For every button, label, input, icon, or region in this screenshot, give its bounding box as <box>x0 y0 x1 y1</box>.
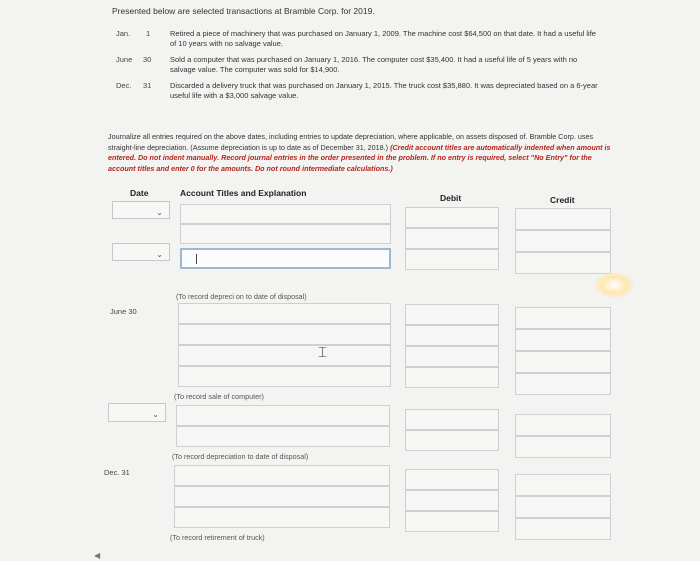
entry-note: (To record depreciation to date of disposal) <box>172 452 309 461</box>
transaction-month: Jan. <box>116 29 131 38</box>
debit-amount-input[interactable] <box>405 249 499 270</box>
text-caret <box>196 254 197 264</box>
credit-amount-input[interactable] <box>515 351 611 373</box>
account-title-input[interactable] <box>176 426 390 447</box>
scroll-arrow-icon[interactable]: ◀ <box>94 551 101 560</box>
debit-amount-input[interactable] <box>405 207 499 228</box>
transaction-day: 30 <box>143 55 152 64</box>
account-title-input[interactable] <box>180 224 391 244</box>
account-title-input-active[interactable] <box>180 248 391 269</box>
debit-amount-input[interactable] <box>405 228 499 249</box>
account-title-input[interactable] <box>174 507 390 528</box>
credit-amount-input[interactable] <box>515 474 611 496</box>
debit-amount-input[interactable] <box>405 490 499 511</box>
problem-heading: Presented below are selected transactions at Bramble Corp. for 2019. <box>112 6 375 16</box>
credit-amount-input[interactable] <box>515 208 611 230</box>
account-title-input[interactable] <box>174 486 390 507</box>
entry-note: (To record sale of computer) <box>174 392 264 401</box>
transaction-month: June <box>116 55 133 64</box>
account-title-input[interactable] <box>174 465 390 486</box>
date-select[interactable] <box>112 201 170 219</box>
transaction-day: 31 <box>143 81 152 90</box>
instructions-text: Journalize all entries required on the above dates, including entries to update depreciation, where applicable, on assets disposed of. Bramble Corp. uses straight-line depreciation. (Assume depreciation is up to date as of December 31, 2018.) <box>108 132 594 152</box>
account-title-input[interactable] <box>178 303 391 324</box>
debit-amount-input[interactable] <box>405 430 499 451</box>
instructions <box>108 132 618 174</box>
account-title-input[interactable] <box>178 345 391 366</box>
entry-note: (To record retirement of truck) <box>170 533 265 542</box>
account-column-header: Account Titles and Explanation <box>180 188 307 198</box>
debit-amount-input[interactable] <box>405 511 499 532</box>
debit-amount-input[interactable] <box>405 469 499 490</box>
date-select[interactable] <box>108 403 166 422</box>
credit-column-header: Credit <box>550 195 575 205</box>
debit-amount-input[interactable] <box>405 409 499 430</box>
debit-amount-input[interactable] <box>405 346 499 367</box>
entry-note: (To record depreci on to date of disposal) <box>176 292 307 301</box>
account-title-input[interactable] <box>178 324 391 345</box>
entry-date-dec-31: Dec. 31 <box>104 468 130 477</box>
credit-amount-input[interactable] <box>515 230 611 252</box>
debit-amount-input[interactable] <box>405 325 499 346</box>
i-beam-cursor-icon: ⌶ <box>318 344 328 361</box>
credit-amount-input[interactable] <box>515 329 611 351</box>
debit-amount-input[interactable] <box>405 304 499 325</box>
transaction-day: 1 <box>146 29 151 38</box>
account-title-input[interactable] <box>178 366 391 387</box>
credit-amount-input[interactable] <box>515 496 611 518</box>
account-title-input[interactable] <box>180 204 391 224</box>
transaction-description: Discarded a delivery truck that was purchased on January 1, 2015. The truck cost $35,880. It was depreciated based on a 6-year useful life with a $3,000 salvage value. <box>170 81 598 100</box>
credit-amount-input[interactable] <box>515 252 611 274</box>
chevron-down-icon: ⌄ <box>156 250 163 259</box>
instructions-emphasis: (Credit account titles are automatically indented when amount is entered. Do not indent manually. Record journal entries in the order presented in the problem. If no entry is required, select "No Entry" for the account titles and enter 0 for the amounts. Do not round intermediate calculations.) <box>108 142 611 173</box>
date-select[interactable] <box>112 243 170 261</box>
date-column-header: Date <box>130 188 149 198</box>
debit-column-header: Debit <box>440 193 462 203</box>
debit-amount-input[interactable] <box>405 367 499 388</box>
chevron-down-icon: ⌄ <box>156 208 163 217</box>
credit-amount-input[interactable] <box>515 518 611 540</box>
credit-amount-input[interactable] <box>515 436 611 458</box>
chevron-down-icon: ⌄ <box>152 410 159 419</box>
credit-amount-input[interactable] <box>515 307 611 329</box>
account-title-input[interactable] <box>176 405 390 426</box>
transaction-description: Retired a piece of machinery that was purchased on January 1, 2009. The machine cost $64,500 on that date. It had a useful life of 10 years with no salvage value. <box>170 29 596 48</box>
credit-amount-input[interactable] <box>515 414 611 436</box>
screen-glare <box>594 272 634 298</box>
entry-date-june-30: June 30 <box>110 307 137 316</box>
transaction-month: Dec. <box>116 81 132 90</box>
credit-amount-input[interactable] <box>515 373 611 395</box>
transaction-description: Sold a computer that was purchased on January 1, 2016. The computer cost $35,400. It had a useful life of 5 years with no salvage value. The computer was sold for $14,900. <box>170 55 578 74</box>
